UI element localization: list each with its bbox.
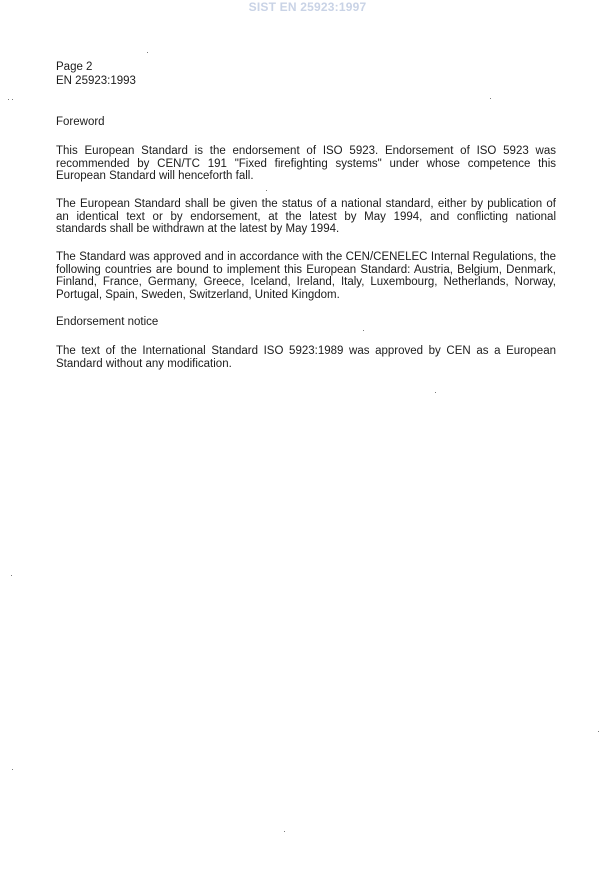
text-line: European Standard will henceforth fall. (56, 170, 254, 182)
text-line: standards shall be withdrawn at the latest by May 1994. (56, 223, 340, 235)
scan-speck (11, 575, 12, 576)
scan-speck (12, 99, 13, 100)
scan-speck (598, 731, 599, 732)
text-line: This European Standard is the endorsement of ISO 5923. Endorsement of ISO 5923 was (56, 145, 556, 157)
scan-speck (147, 52, 148, 53)
page-header (56, 61, 136, 88)
foreword-paragraph-2 (56, 198, 556, 236)
text-line: The text of the International Standard ISO 5923:1989 was approved by CEN as a European (56, 345, 556, 357)
text-line: The European Standard shall be given the status of a national standard, either by publication of (56, 198, 556, 210)
text-line: recommended by CEN/TC 191 "Fixed firefighting systems" under whose competence this (56, 157, 556, 170)
document-id: EN 25923:1993 (56, 74, 136, 87)
document-watermark: SIST EN 25923:1997 (248, 0, 367, 14)
text-line: Standard without any modification. (56, 357, 232, 370)
scan-speck (8, 99, 9, 100)
scan-speck (266, 190, 267, 191)
foreword-heading: Foreword (56, 116, 105, 128)
scan-speck (435, 392, 436, 393)
scan-speck (284, 831, 285, 832)
page-number: Page 2 (56, 61, 93, 73)
endorsement-paragraph (56, 345, 556, 370)
foreword-paragraph-1 (56, 145, 556, 183)
text-line: following countries are bound to implement this European Standard: Austria, Belgium, Denmark, (56, 263, 556, 276)
text-line: The Standard was approved and in accordance with the CEN/CENELEC Internal Regulations, the (56, 251, 556, 263)
scan-speck (12, 769, 13, 770)
foreword-paragraph-3 (56, 251, 556, 301)
text-line: Portugal, Spain, Sweden, Switzerland, United Kingdom. (56, 288, 340, 301)
scan-speck (363, 330, 364, 331)
scan-speck (490, 98, 491, 99)
endorsement-heading: Endorsement notice (56, 316, 159, 328)
text-line: Finland, France, Germany, Greece, Iceland, Ireland, Italy, Luxembourg, Netherlands, Norway, (56, 276, 556, 288)
text-line: an identical text or by endorsement, at the latest by May 1994, and conflicting national (56, 210, 556, 223)
